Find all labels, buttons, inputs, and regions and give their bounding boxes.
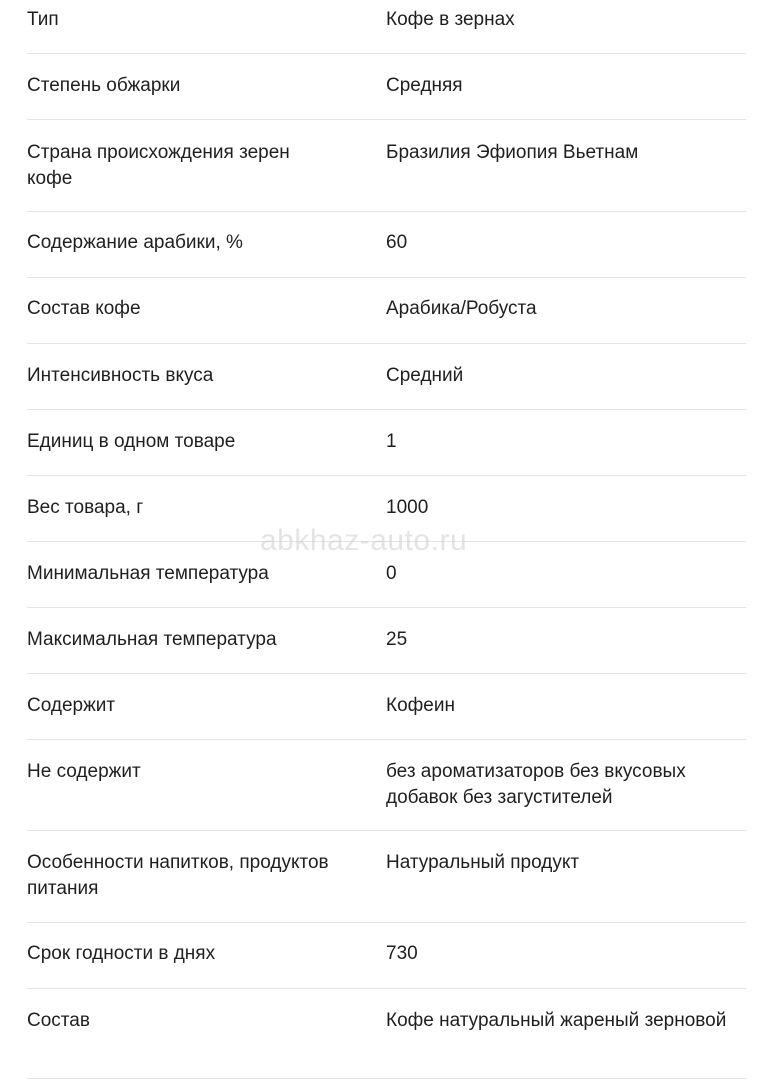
spec-label: Состав (27, 1010, 90, 1031)
spec-value: 730 (386, 943, 418, 964)
spec-label: Особенности напитков, продуктов питания (27, 852, 329, 899)
spec-value: Кофе в зернах (386, 9, 515, 30)
row-divider (27, 988, 746, 989)
spec-value: 0 (386, 563, 397, 584)
watermark: abkhaz-auto.ru (260, 524, 468, 557)
spec-label: Тип (27, 9, 59, 30)
spec-label: Содержит (27, 695, 116, 716)
row-divider (27, 475, 746, 476)
spec-value: Средняя (386, 75, 463, 96)
spec-label: Минимальная температура (27, 563, 269, 584)
spec-value: Кофе натуральный жареный зерновой (386, 1010, 727, 1031)
row-divider (27, 53, 746, 54)
spec-label: Состав кофе (27, 298, 141, 319)
row-divider (27, 343, 746, 344)
spec-value: без ароматизаторов без вкусовых добавок без загустителей (386, 761, 686, 808)
spec-value: Бразилия Эфиопия Вьетнам (386, 142, 639, 163)
spec-value: 60 (386, 232, 408, 253)
spec-label: Не содержит (27, 761, 141, 782)
row-divider (27, 830, 746, 831)
row-divider (27, 211, 746, 212)
spec-value: 1 (386, 431, 397, 452)
row-divider (27, 922, 746, 923)
spec-value: Кофеин (386, 695, 455, 716)
spec-label: Интенсивность вкуса (27, 365, 214, 386)
row-divider (27, 673, 746, 674)
row-divider (27, 277, 746, 278)
row-divider (27, 739, 746, 740)
spec-label: Содержание арабики, % (27, 232, 243, 253)
spec-label: Единиц в одном товаре (27, 431, 236, 452)
spec-value: 1000 (386, 497, 429, 518)
spec-label: Срок годности в днях (27, 943, 216, 964)
row-divider (27, 1078, 746, 1079)
spec-value: Арабика/Робуста (386, 298, 537, 319)
spec-label: Вес товара, г (27, 497, 144, 518)
spec-label: Степень обжарки (27, 75, 181, 96)
row-divider (27, 607, 746, 608)
row-divider (27, 119, 746, 120)
spec-label: Страна происхождения зерен кофе (27, 142, 290, 189)
spec-value: 25 (386, 629, 408, 650)
spec-label: Максимальная температура (27, 629, 277, 650)
spec-value: Средний (386, 365, 464, 386)
spec-value: Натуральный продукт (386, 852, 580, 873)
row-divider (27, 409, 746, 410)
